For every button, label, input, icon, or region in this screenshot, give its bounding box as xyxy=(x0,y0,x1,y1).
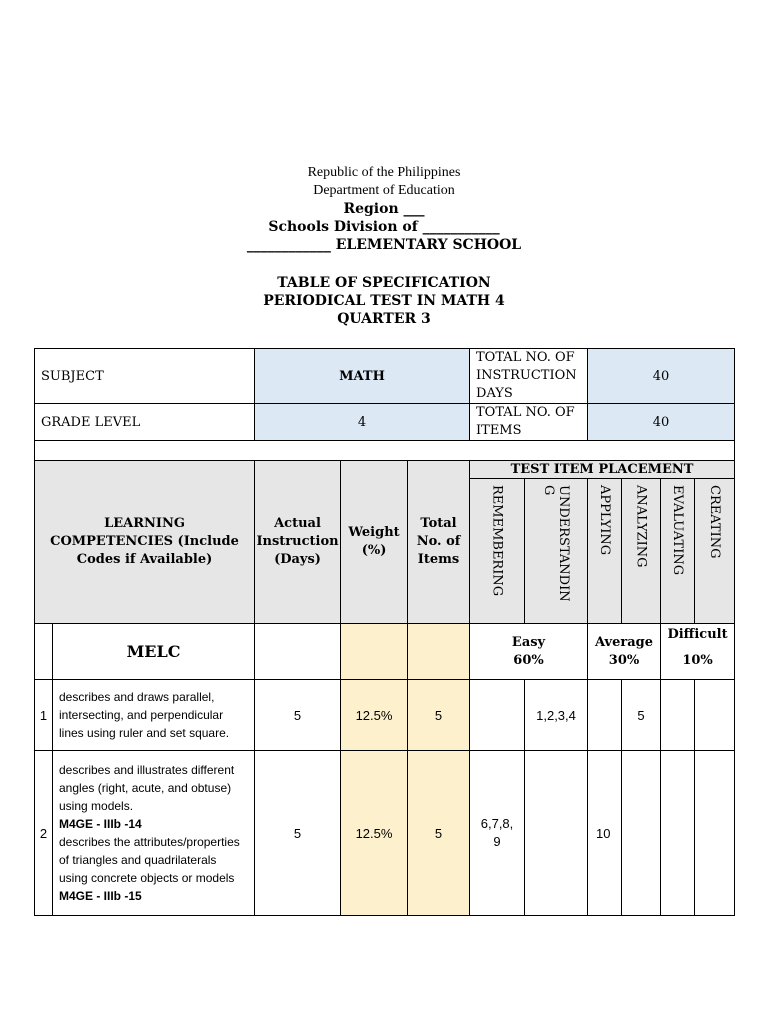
row-number: 2 xyxy=(35,751,53,916)
header-republic: Republic of the Philippines xyxy=(307,165,461,180)
test-item-placement-header: TEST ITEM PLACEMENT xyxy=(470,461,735,479)
weight-value: 12.5% xyxy=(341,751,408,916)
creating-items xyxy=(695,680,735,751)
understanding-items: 1,2,3,4 xyxy=(525,680,588,751)
level-remembering-cell xyxy=(470,479,525,624)
understanding-items xyxy=(525,751,588,916)
actual-days: 5 xyxy=(255,751,341,916)
easy-label: Easy xyxy=(511,634,546,650)
header-division: Schools Division of ___________ xyxy=(268,219,500,235)
table-row xyxy=(35,751,735,916)
instruction-days-label: TOTAL NO. OF INSTRUCTION DAYS xyxy=(470,349,588,404)
remembering-items: 6,7,8, 9 xyxy=(470,751,525,916)
competency-code-a: M4GE - IIIb -14 xyxy=(59,817,142,831)
doc-title: TABLE OF SPECIFICATION xyxy=(277,275,491,291)
analyzing-items: 5 xyxy=(622,680,661,751)
level-understanding-cell xyxy=(525,479,588,624)
level-understanding: UNDERSTANDING xyxy=(541,485,572,602)
melc-label: MELC xyxy=(53,624,255,680)
level-evaluating-cell xyxy=(661,479,695,624)
evaluating-items xyxy=(661,680,695,751)
doc-quarter: QUARTER 3 xyxy=(337,311,431,327)
melc-total-cell xyxy=(408,624,470,680)
average-percent: 30% xyxy=(608,652,640,668)
level-applying: APPLYING xyxy=(597,485,613,556)
level-evaluating: EVALUATING xyxy=(670,485,686,576)
weight-value: 12.5% xyxy=(341,680,408,751)
remembering-items xyxy=(470,680,525,751)
creating-items xyxy=(695,751,735,916)
total-items-header: Total No. of Items xyxy=(408,461,470,624)
applying-items xyxy=(588,680,622,751)
applying-items: 10 xyxy=(588,751,622,916)
instruction-days-value: 40 xyxy=(588,349,735,404)
melc-num-cell xyxy=(35,624,53,680)
competency-text: describes and draws parallel, intersecting, and perpendicular lines using ruler and set square. xyxy=(53,680,255,751)
doc-subtitle: PERIODICAL TEST IN MATH 4 xyxy=(263,293,505,309)
melc-weight-cell xyxy=(341,624,408,680)
level-creating-cell xyxy=(695,479,735,624)
grade-level-value: 4 xyxy=(255,404,470,441)
competency-code-b: M4GE - IIIb -15 xyxy=(59,889,142,903)
header-school: ____________ ELEMENTARY SCHOOL xyxy=(246,237,522,253)
level-analyzing: ANALYZING xyxy=(633,485,649,568)
items-value: 5 xyxy=(408,680,470,751)
difficult-label: Difficult xyxy=(667,627,728,642)
total-items-label: TOTAL NO. OF ITEMS xyxy=(470,404,588,441)
average-cell xyxy=(588,624,661,680)
table-row xyxy=(35,680,735,751)
weight-header: Weight (%) xyxy=(341,461,408,624)
melc-actual-cell xyxy=(255,624,341,680)
easy-percent: 60% xyxy=(513,652,544,668)
competency-cell xyxy=(53,751,255,916)
average-label: Average xyxy=(595,634,654,650)
evaluating-items xyxy=(661,751,695,916)
items-value: 5 xyxy=(408,751,470,916)
actual-instruction-header: Actual Instruction (Days) xyxy=(255,461,341,624)
competency-text-b: describes the attributes/properties of triangles and quadrilaterals using concrete objects or models xyxy=(59,835,240,885)
total-items-value: 40 xyxy=(588,404,735,441)
row-number: 1 xyxy=(35,680,53,751)
level-creating: CREATING xyxy=(707,485,723,559)
grade-level-label: GRADE LEVEL xyxy=(35,404,255,441)
competencies-header: LEARNING COMPETENCIES (Include Codes if Available) xyxy=(35,461,255,624)
easy-cell xyxy=(470,624,588,680)
difficult-cell xyxy=(661,624,735,680)
actual-days: 5 xyxy=(255,680,341,751)
level-analyzing-cell xyxy=(622,479,661,624)
level-applying-cell xyxy=(588,479,622,624)
competency-text-a: describes and illustrates different angles (right, acute, and obtuse) using models. xyxy=(59,763,235,813)
specification-table xyxy=(34,348,735,916)
difficult-percent: 10% xyxy=(682,653,713,668)
level-remembering: REMEMBERING xyxy=(489,485,505,597)
subject-value: MATH xyxy=(255,349,470,404)
header-region: Region ___ xyxy=(343,201,425,217)
analyzing-items xyxy=(622,751,661,916)
header-department: Department of Education xyxy=(313,183,455,198)
spacer-row xyxy=(35,441,735,461)
subject-label: SUBJECT xyxy=(35,349,255,404)
